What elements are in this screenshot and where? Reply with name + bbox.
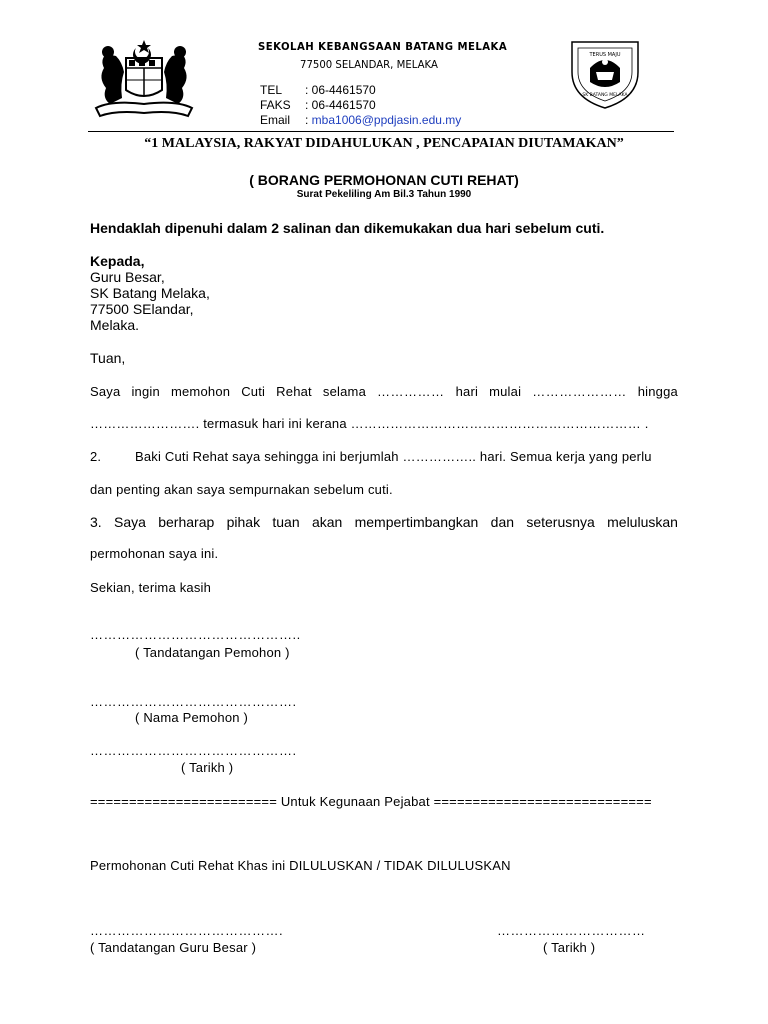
school-crest-logo	[568, 38, 642, 110]
para3-word: meluluskan	[607, 514, 678, 530]
email-line	[260, 113, 461, 128]
recipient-heading: Kepada,	[90, 253, 145, 269]
headmaster-signature-label: ( Tandatangan Guru Besar )	[90, 940, 257, 955]
approval-statement: Permohonan Cuti Rehat Khas ini DILULUSKAN / TIDAK DILULUSKAN	[90, 858, 511, 873]
name-blank: ……………………………………….	[90, 694, 297, 709]
tel-value: : 06-4461570	[305, 83, 376, 97]
office-date-label: ( Tarikh )	[543, 940, 596, 955]
para3-word: tuan	[272, 514, 300, 530]
recipient-line-4: Melaka.	[90, 317, 140, 333]
paragraph-2-line-2: dan penting akan saya sempurnakan sebelum cuti.	[90, 482, 393, 497]
para1-word: Cuti	[241, 384, 266, 399]
signature-label: ( Tandatangan Pemohon )	[135, 645, 290, 660]
headmaster-signature-blank: …………………………………….	[90, 923, 284, 938]
days-blank: ……………	[377, 384, 445, 399]
paragraph-3-line-1	[90, 514, 678, 530]
instruction: Hendaklah dipenuhi dalam 2 salinan dan dikemukakan dua hari sebelum cuti.	[90, 220, 605, 236]
recipient-line-1: Guru Besar,	[90, 269, 165, 285]
para3-word: Saya	[114, 514, 146, 530]
email-label: Email	[260, 113, 291, 127]
tel-label: TEL	[260, 83, 283, 97]
fax-label: FAKS	[260, 98, 291, 112]
paragraph-3-line-2: permohonan saya ini.	[90, 546, 219, 561]
school-address: 77500 SELANDAR, MELAKA	[300, 58, 438, 71]
paragraph-2-number: 2.	[90, 449, 102, 464]
email-colon: :	[305, 113, 312, 127]
para1-word: memohon	[170, 384, 231, 399]
para1-word: Rehat	[276, 384, 312, 399]
closing: Sekian, terima kasih	[90, 580, 212, 595]
para3-word: mempertimbangkan	[354, 514, 479, 530]
para3-word: berharap	[158, 514, 215, 530]
fax-line	[260, 98, 376, 113]
para1-word: hingga	[637, 384, 678, 399]
para3-word: dan	[490, 514, 515, 530]
crest-motto-text: TERUS MAJU	[589, 52, 621, 58]
para1-word: selama	[322, 384, 367, 399]
crest-school-text: SK BATANG MELAKA	[582, 93, 628, 98]
date-blank: ……………………………………….	[90, 743, 297, 758]
paragraph-1-line-2: ……………………. termasuk hari ini kerana ………………………………………………………… .	[90, 416, 649, 431]
school-name: SEKOLAH KEBANGSAAN BATANG MELAKA	[258, 40, 508, 53]
start-date-blank: …………………	[532, 384, 627, 399]
para1-word: hari	[455, 384, 479, 399]
email-link[interactable]: mba1006@ppdjasin.edu.my	[311, 113, 462, 127]
paragraph-1-line-1	[90, 384, 678, 399]
fax-value: : 06-4461570	[305, 98, 376, 112]
para1-word: Saya	[90, 384, 121, 399]
salutation: Tuan,	[90, 350, 126, 366]
para1-word: ingin	[131, 384, 160, 399]
recipient-line-3: 77500 SElandar,	[90, 301, 194, 317]
form-title: ( BORANG PERMOHONAN CUTI REHAT)	[249, 172, 519, 188]
signature-blank: ………………………………………..	[90, 627, 301, 642]
coat-of-arms-logo	[92, 38, 196, 120]
paragraph-2-line-1: Baki Cuti Rehat saya sehingga ini berjumlah …………….. hari. Semua kerja yang perlu	[135, 449, 652, 464]
date-label: ( Tarikh )	[181, 760, 234, 775]
recipient-line-2: SK Batang Melaka,	[90, 285, 210, 301]
para3-word: akan	[311, 514, 343, 530]
office-use-divider: ======================== Untuk Kegunaan Pejabat ============================	[90, 794, 652, 809]
header-rule	[88, 131, 674, 132]
motto: “1 MALAYSIA, RAKYAT DIDAHULUKAN , PENCAPAIAN DIUTAMAKAN”	[144, 136, 624, 151]
paragraph-3-number: 3.	[90, 514, 102, 530]
para1-word: mulai	[489, 384, 522, 399]
office-date-blank: ……………………………	[497, 923, 646, 938]
para3-word: seterusnya	[526, 514, 595, 530]
form-subtitle: Surat Pekeliling Am Bil.3 Tahun 1990	[296, 189, 472, 200]
tel-line	[260, 83, 376, 98]
name-label: ( Nama Pemohon )	[135, 710, 249, 725]
para3-word: pihak	[226, 514, 261, 530]
